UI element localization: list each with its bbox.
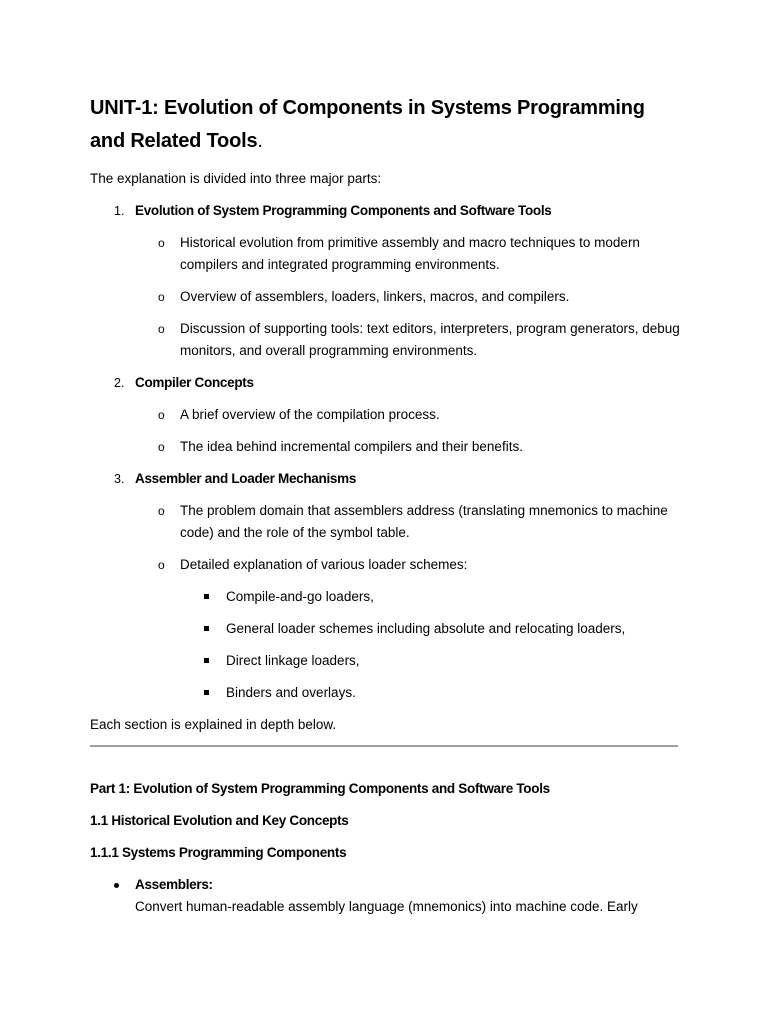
- subsection-heading: 1.1.1 Systems Programming Components: [90, 845, 347, 860]
- list-item-text: A brief overview of the compilation process.: [180, 407, 440, 422]
- circle-bullet-icon: o: [158, 290, 165, 304]
- loader-scheme-text: Binders and overlays.: [226, 685, 356, 700]
- square-bullet-icon: [204, 690, 209, 695]
- square-bullet-icon: [204, 658, 209, 663]
- outro-text: Each section is explained in depth below.: [90, 717, 337, 732]
- loader-scheme-text: General loader schemes including absolute and relocating loaders,: [226, 621, 626, 636]
- list-item-text: Detailed explanation of various loader schemes:: [180, 557, 468, 572]
- circle-bullet-icon: o: [158, 408, 165, 422]
- circle-bullet-icon: o: [158, 236, 165, 250]
- intro-text: The explanation is divided into three major parts:: [90, 171, 382, 186]
- item-label: Evolution of System Programming Components and Software Tools: [135, 203, 552, 218]
- item-label: Compiler Concepts: [135, 375, 254, 390]
- component-label: Assemblers:: [135, 877, 213, 892]
- circle-bullet-icon: o: [158, 558, 165, 572]
- square-bullet-icon: [204, 594, 209, 599]
- circle-bullet-icon: o: [158, 504, 165, 518]
- component-text: Convert human-readable assembly language (mnemonics) into machine code. Early: [135, 899, 638, 914]
- loader-scheme-text: Direct linkage loaders,: [226, 653, 360, 668]
- item-number: 1.: [114, 204, 125, 218]
- circle-bullet-icon: o: [158, 322, 165, 336]
- item-number: 2.: [114, 376, 125, 390]
- disc-bullet-icon: [114, 883, 119, 888]
- horizontal-divider: [90, 745, 678, 747]
- square-bullet-icon: [204, 626, 209, 631]
- list-item-text: Discussion of supporting tools: text editors, interpreters, program generators, debug monitors, and overall programming environments.: [180, 321, 680, 358]
- page-title: UNIT-1: Evolution of Components in Systems Programming and Related Tools.: [90, 97, 645, 152]
- item-number: 3.: [114, 472, 125, 486]
- list-item-text: Overview of assemblers, loaders, linkers, macros, and compilers.: [180, 289, 570, 304]
- list-item-text: Historical evolution from primitive assembly and macro techniques to modern compilers and integrated programming environments.: [180, 235, 640, 272]
- loader-scheme-text: Compile-and-go loaders,: [226, 589, 374, 604]
- section-heading: 1.1 Historical Evolution and Key Concepts: [90, 813, 349, 828]
- list-item-text: The idea behind incremental compilers and their benefits.: [180, 439, 523, 454]
- item-label: Assembler and Loader Mechanisms: [135, 471, 357, 486]
- part-heading: Part 1: Evolution of System Programming Components and Software Tools: [90, 781, 550, 796]
- circle-bullet-icon: o: [158, 440, 165, 454]
- list-item-text: The problem domain that assemblers address (translating mnemonics to machine code) and the role of the symbol table.: [180, 503, 668, 540]
